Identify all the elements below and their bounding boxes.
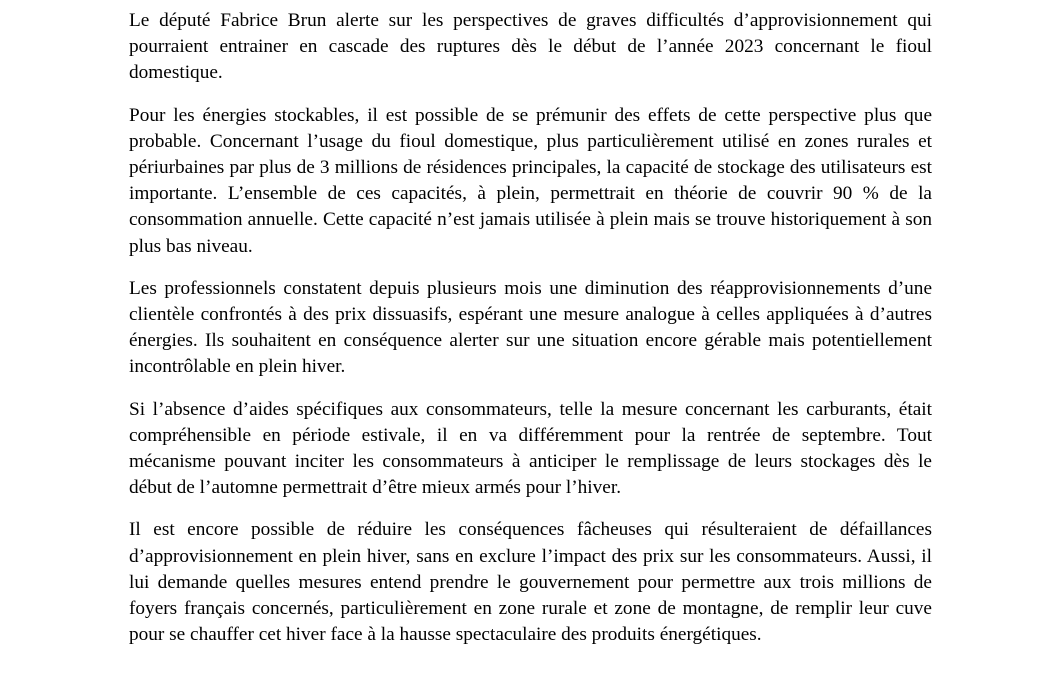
paragraph-2: Pour les énergies stockables, il est possible de se prémunir des effets de cette perspective plus que probable. Concernant l’usage du fioul domestique, plus particulièrement utilisé en zones rurales et périurbaines par plus de 3 millions de résidences principales, la capacité de stockage des utilisateurs est importante. L’ensemble de ces capacités, à plein, permettrait en théorie de couvrir 90 % de la consommation annuelle. Cette capacité n’est jamais utilisée à plein mais se trouve historiquement à son plus bas niveau. [129,104,932,257]
paragraph-4: Si l’absence d’aides spécifiques aux consommateurs, telle la mesure concernant les carburants, était compréhensible en période estivale, il en va différemment pour la rentrée de septembre. Tout mécanisme pouvant inciter les consommateurs à anticiper le remplissage de leurs stockages dès le début de l’automne permettrait d’être mieux armés pour l’hiver. [129,398,932,499]
paragraph-1: Le député Fabrice Brun alerte sur les perspectives de graves difficultés d’approvisionnement qui pourraient entrainer en cascade des ruptures dès le début de l’année 2023 concernant le fioul domestique. [129,10,932,84]
paragraph-3: Les professionnels constatent depuis plusieurs mois une diminution des réapprovisionnements d’une clientèle confrontés à des prix dissuasifs, espérant une mesure analogue à celles appliquées à d’autres énergies. Ils souhaitent en conséquence alerter sur une situation encore gérable mais potentiellement incontrôlable en plein hiver. [129,277,932,378]
document-page [129,8,932,664]
paragraph-5: Il est encore possible de réduire les conséquences fâcheuses qui résulteraient de défaillances d’approvisionnement en plein hiver, sans en exclure l’impact des prix sur les consommateurs. Aussi, il lui demande quelles mesures entend prendre le gouvernement pour permettre aux trois millions de foyers français concernés, particulièrement en zone rurale et zone de montagne, de remplir leur cuve pour se chauffer cet hiver face à la hausse spectaculaire des produits énergétiques. [129,519,932,646]
